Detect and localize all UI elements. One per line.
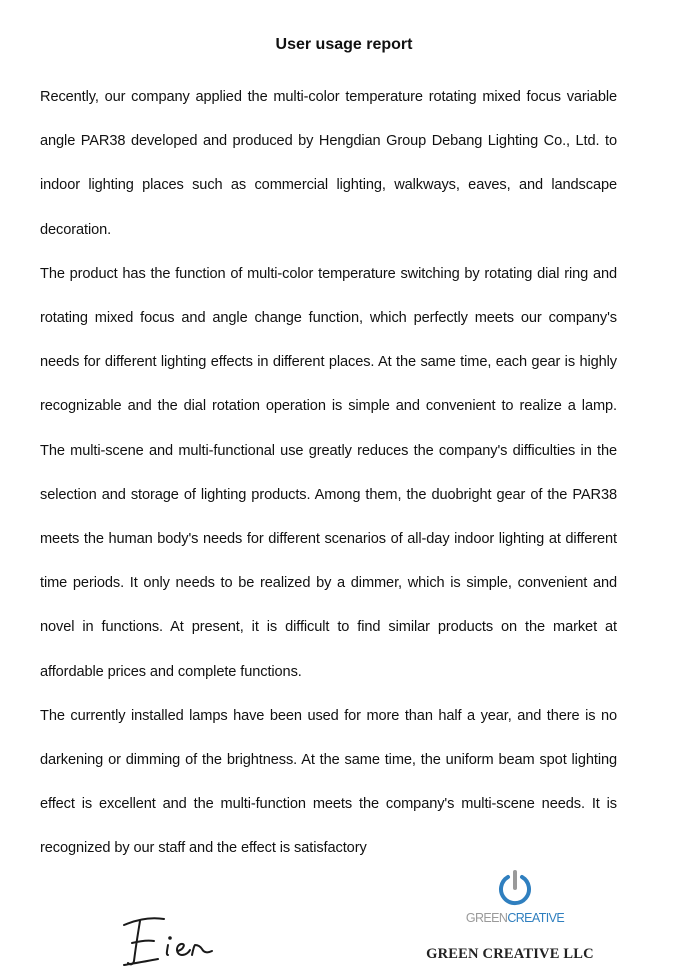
company-logo bbox=[440, 868, 590, 926]
paragraph-2: The product has the function of multi-color temperature switching by rotating dial ring and rotating mixed focus and angle change function, which perfectly meets our company's needs for different lighting effects in different places. At the same time, each gear is highly recognizable and the dial rotation operation is simple and convenient to realize a lamp. The multi-scene and multi-functional use greatly reduces the company's difficulties in the selection and storage of lighting products. Among them, the duobright gear of the PAR38 meets the human body's needs for different scenarios of all-day indoor lighting at different time periods. It only needs to be realized by a dimmer, which is simple, convenient and novel in functions. At present, it is difficult to find similar products on the market at affordable prices and complete functions. bbox=[40, 265, 617, 680]
paragraph-1: Recently, our company applied the multi-color temperature rotating mixed focus variable angle PAR38 developed and produced by Hengdian Group Debang Lighting Co., Ltd. to indoor lighting places such as commercial lighting, walkways, eaves, and landscape decoration. bbox=[40, 89, 617, 238]
company-name: GREEN CREATIVE LLC bbox=[426, 946, 594, 962]
handwritten-signature bbox=[118, 905, 238, 971]
power-icon bbox=[495, 868, 535, 908]
document-body bbox=[40, 75, 617, 871]
logo-text-green: GREEN bbox=[465, 911, 508, 925]
logo-text-creative: CREATIVE bbox=[507, 911, 565, 925]
logo-wordmark bbox=[440, 910, 590, 926]
document-title: User usage report bbox=[275, 36, 413, 53]
paragraph-3: The currently installed lamps have been used for more than half a year, and there is no darkening or dimming of the brightness. At the same time, the uniform beam spot lighting effect is excellent and the multi-function meets the company's multi-scene needs. It is recognized by our staff and the effect is satisfactory bbox=[40, 707, 617, 857]
